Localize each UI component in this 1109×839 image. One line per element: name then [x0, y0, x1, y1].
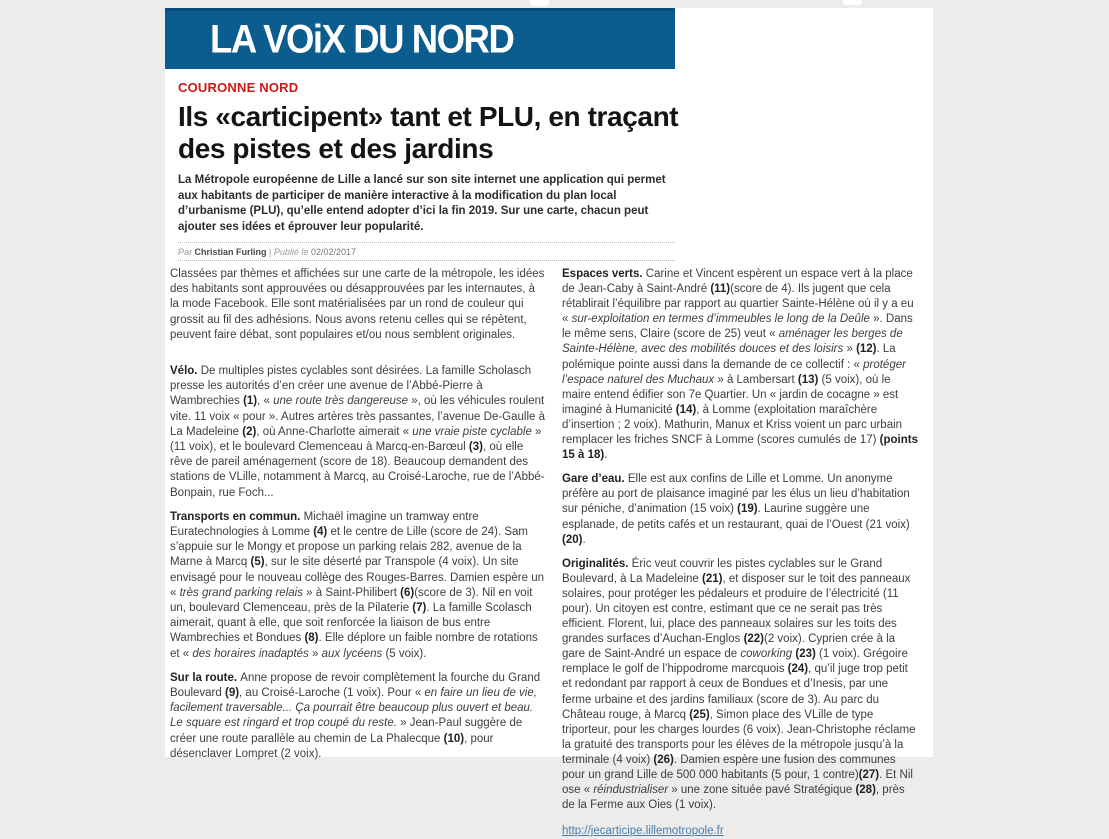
site-logo[interactable]: LA VOiX DU NORD — [210, 17, 514, 62]
byline — [178, 243, 675, 260]
paragraph-transports: Transports en commun. Michaël imagine un tramway entre Euratechnologies à Lomme (4) et le centre de Lille (score de 24). Sam s’appuie sur le Mongy et propose un parking relais 282, avenue de la Marne à Marcq (5), sur le site déserté par Transpole (4 voix). Un site envisagé pour le nouveau collège des Rouges-Barres. Damien espère un « très grand parking relais » à Saint-Philibert (6)(score de 3). Nil en voit un, boulevard Clemenceau, près de la Pilaterie (7). La famille Scolasch aimerait, quant à elle, que soit renforcée la liaison de bus entre Wambrechies et Bondues (8). Elle déplore un faible nombre de rotations et « des horaires inadaptés » aux lycéens (5 voix). — [170, 510, 544, 660]
paragraph-gare-deau: Gare d’eau. Elle est aux confins de Lille et Lomme. Un anonyme préfère au port de plaisance imaginé par les élus un lieu d’habitation sur péniche, d’animation (15 voix) (19). Laurine suggère une esplanade, de petits cafés et un restaurant, quai de l’Ouest (21 voix)(20). — [562, 473, 910, 546]
article-link[interactable]: http://jecarticipe.lillemotropole.fr — [562, 825, 724, 838]
paragraph-intro: Classées par thèmes et affichées sur une carte de la métropole, les idées des habitants sont approuvées ou désapprouvées par les internautes, à la mode Facebook. Elle sont matérialisées par un rond de couleur qui grossit au fil des adhésions. Nous avons retenu celles qui se répètent, peuvent faire débat, sont populaires et/ou nous semblent originales. — [170, 268, 545, 341]
headline: Ils «carticipent» tant et PLU, en traçant des pistes et des jardins — [178, 101, 679, 164]
article-header — [165, 69, 933, 261]
byline-date: 02/02/2017 — [310, 247, 356, 257]
page-top-artifact-left — [530, 0, 549, 6]
byline-separator: | — [269, 247, 272, 257]
page-top-artifact-right — [843, 0, 862, 5]
article-body — [165, 261, 933, 839]
paragraph-velo: Vélo. De multiples pistes cyclables sont désirées. La famille Scholasch presse les autorités d’en créer une avenue de l’Abbé-Pierre à Wambrechies (1), « une route très dangereuse », où les véhicules roulent vite. 11 voix « pour ». Autres artères très passantes, l’avenue De-Gaulle à La Madeleine (2), où Anne-Charlotte aimerait « une vraie piste cyclable » (11 voix), et le boulevard Clemenceau à Marcq-en-Barœul (3), où elle rêve de pareil aménagement (score de 18). Beaucoup demandent des stations de VLille, notamment à Marcq, au Croisé-Laroche, rue de l’Abbé-Bonpain, rue Foch... — [170, 365, 546, 499]
site-masthead — [165, 8, 675, 69]
left-column — [170, 267, 545, 839]
byline-prefix: Par — [178, 247, 193, 257]
paragraph-originalites: Originalités. Éric veut couvrir les pistes cyclables sur le Grand Boulevard, à La Madeleine (21), et disposer sur le toit des panneaux solaires, pour protéger les pédaleurs et produire de l’électricité (11 pour). Un citoyen est contre, estimant que ce ne serait pas très efficient. Florent, lui, place des panneaux solaires sur les toits des grandes surfaces d’Auchan-Englos (22)(2 voix). Cyprien crée à la gare de Saint-André un espace de coworking (23) (1 voix). Grégoire remplace le golf de l’hippodrome marcquois (24), qu’il juge trop petit et redondant par rapport à ceux de Bondues et d’Inesis, par une ferme urbaine et des jardins familiaux (score de 3). Au parc du Château rouge, à Marcq (25), Simon place des VLille de type triporteur, pour les charges lourdes (6 voix). Jean-Christophe réclame la gratuité des transports pour les élèves de la métropole jusqu’à la terminale (4 voix) (26). Damien espère une fusion des communes pour un grand Lille de 500 000 habitants (5 pour, 1 contre)(27). Et Nil ose « réindustrialiser » une zone située pavé Stratégique (28), près de la Ferme aux Oies (1 voix). — [562, 557, 916, 812]
category-label: COURONNE NORD — [178, 80, 299, 95]
article-card — [165, 8, 933, 838]
paragraph-espaces-verts: Espaces verts. Carine et Vincent espèrent un espace vert à la place de Jean-Caby à Saint-André (11)(score de 4). Ils jugent que cela rétablirait l’équilibre par rapport au quartier Sainte-Hélène où il y a eu « sur-exploitation en termes d’immeubles le long de la Deûle ». Dans le même sens, Claire (score de 25) veut « aménager les berges de Sainte-Hélène, avec des mobilités douces et des loisirs » (12). La polémique pointe aussi dans la demande de ce collectif : « protéger l’espace naturel des Muchaux » à Lambersart (13) (5 voix), où le maire entend édifier son 7e Quartier. Un « jardin de cocagne » est imaginé à Humanicité (14), à Lomme (exploitation maraîchère d’insertion ; 2 voix). Mathurin, Manux et Kriss voient un parc urbain remplacer les friches SNCF à Lomme (scores cumulés de 17) (points 15 à 18). — [562, 268, 918, 462]
paragraph-route: Sur la route. Anne propose de revoir complètement la fourche du Grand Boulevard (9), au Croisé-Laroche (1 voix). Pour « en faire un lieu de vie, facilement traversable... Ça pourrait être beaucoup plus ouvert et beau. Le square est ringard et trop coupé du reste. » Jean-Paul suggère de créer une route parallèle au chemin de La Phalecque (10), pour désenclaver Lompret (2 voix). — [170, 671, 541, 760]
right-column — [562, 267, 920, 839]
byline-author: Christian Furling — [194, 247, 267, 257]
byline-published-label: Publié le — [273, 247, 309, 257]
standfirst: La Métropole européenne de Lille a lancé sur son site internet une application qui permet aux habitants de participer de manière interactive à la modification du plan local d’urbanisme (PLU), qu’elle entend adopter d’ici la fin 2019. Sur une carte, chacun peut ajouter ses idées et éprouver leur popularité. — [178, 174, 666, 233]
